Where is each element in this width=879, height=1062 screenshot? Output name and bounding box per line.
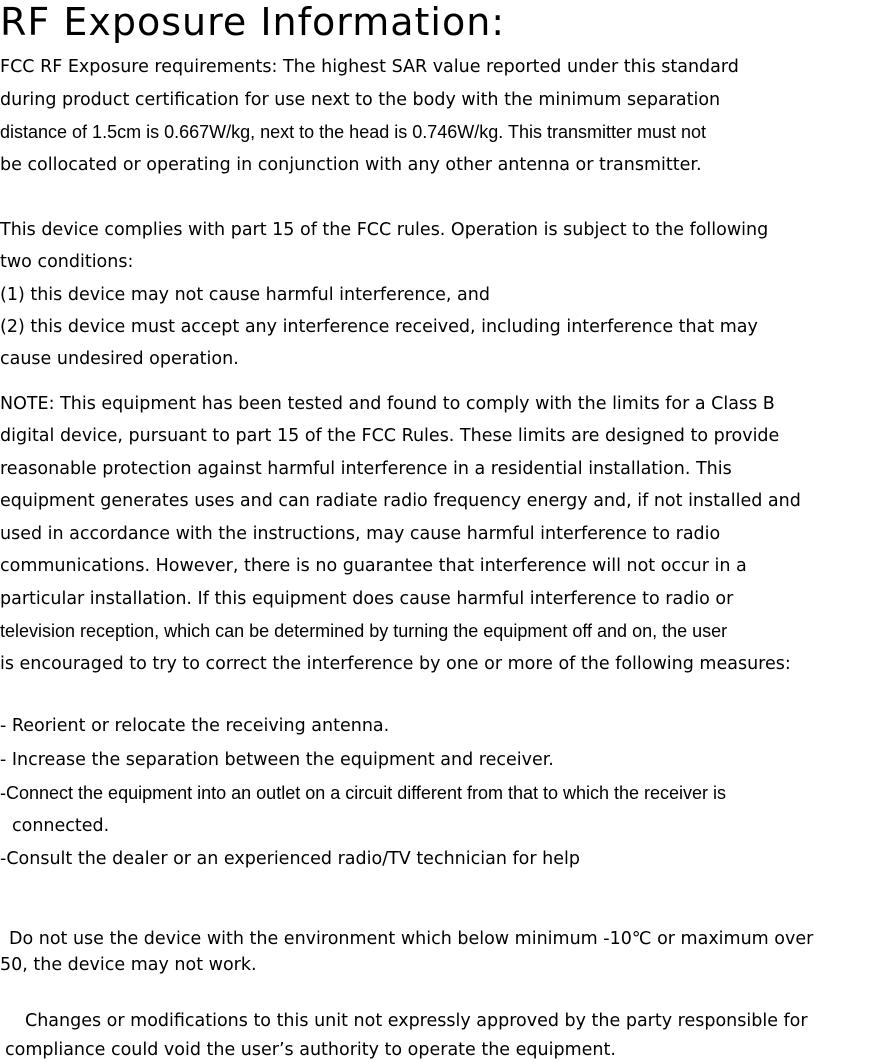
note-line-5: used in accordance with the instructions, may cause harmful interference to radio (0, 524, 721, 544)
compliance-line-2: two conditions: (0, 252, 134, 272)
note-line-9: is encouraged to try to correct the interference by one or more of the following measures: (0, 654, 791, 674)
temperature-warning-line-2: 50, the device may not work. (0, 955, 257, 975)
rf-paragraph-line-2: during product certification for use next to the body with the minimum separation (0, 90, 721, 110)
measure-increase-separation: - Increase the separation between the equipment and receiver. (0, 750, 554, 770)
note-line-8: television reception, which can be determined by turning the equipment off and on, the user (0, 621, 728, 641)
rf-paragraph-line-4: be collocated or operating in conjunction with any other antenna or transmitter. (0, 155, 702, 175)
condition-2: (2) this device must accept any interference received, including interference that may (0, 317, 758, 337)
measure-connect-outlet: -Connect the equipment into an outlet on a circuit different from that to which the receiver is (0, 783, 727, 803)
measure-consult-dealer: -Consult the dealer or an experienced radio/TV technician for help (0, 849, 580, 869)
note-line-6: communications. However, there is no guarantee that interference will not occur in a (0, 556, 747, 576)
compliance-line-1: This device complies with part 15 of the FCC rules. Operation is subject to the following (0, 220, 769, 240)
temperature-warning-line-1: Do not use the device with the environment which below minimum -10℃ or maximum over (9, 929, 814, 949)
page-title: RF Exposure Information: (0, 0, 506, 44)
condition-2-continued: cause undesired operation. (0, 349, 239, 369)
note-line-1: NOTE: This equipment has been tested and found to comply with the limits for a Class B (0, 394, 775, 414)
rf-paragraph-line-1: FCC RF Exposure requirements: The highest SAR value reported under this standard (0, 57, 739, 77)
modifications-warning-line-1: Changes or modifications to this unit not expressly approved by the party responsible for (25, 1011, 808, 1031)
condition-1: (1) this device may not cause harmful interference, and (0, 285, 490, 305)
measure-connect-outlet-continued: connected. (12, 816, 110, 836)
note-line-4: equipment generates uses and can radiate radio frequency energy and, if not installed and (0, 491, 801, 511)
measure-reorient: - Reorient or relocate the receiving antenna. (0, 716, 390, 736)
note-line-3: reasonable protection against harmful interference in a residential installation. This (0, 459, 732, 479)
note-line-7: particular installation. If this equipment does cause harmful interference to radio or (0, 589, 734, 609)
rf-paragraph-line-3: distance of 1.5cm is 0.667W/kg, next to the head is 0.746W/kg. This transmitter must not (0, 122, 706, 142)
note-line-2: digital device, pursuant to part 15 of the FCC Rules. These limits are designed to provide (0, 426, 780, 446)
modifications-warning-line-2: compliance could void the user’s authority to operate the equipment. (5, 1040, 616, 1060)
